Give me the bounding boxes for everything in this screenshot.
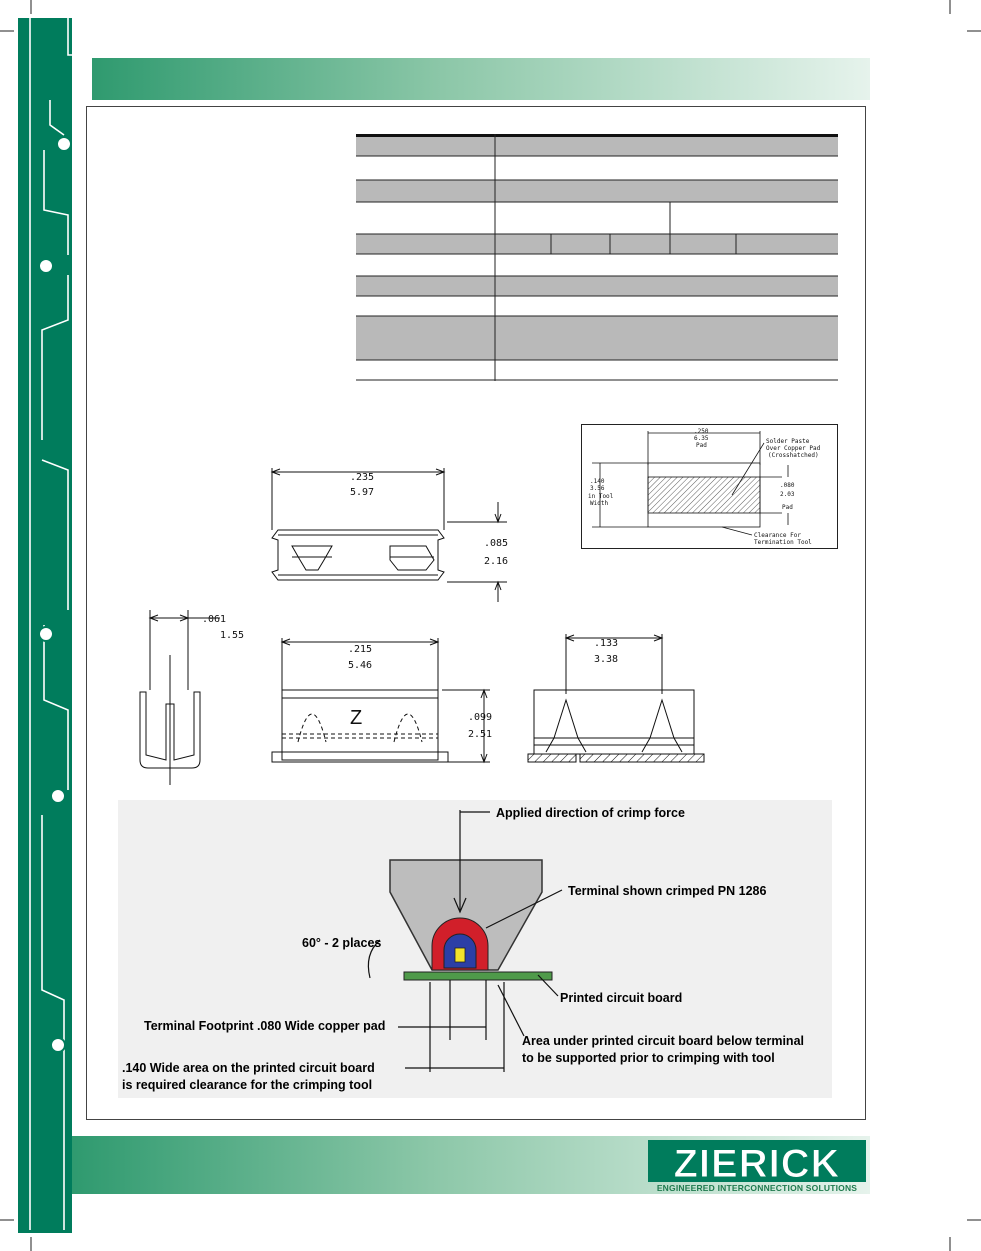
fp-tool-mm: 3.56 — [590, 485, 605, 492]
top-view-drawing — [262, 460, 542, 610]
side-length-mm: 5.46 — [348, 660, 373, 671]
top-height-mm: 2.16 — [484, 556, 509, 567]
callout-terminal: Terminal shown crimped PN 1286 — [568, 884, 767, 898]
fp-pad-w-mm: 2.03 — [780, 491, 795, 498]
footprint-drawing — [582, 425, 837, 548]
fp-pad-w-in: .080 — [780, 482, 795, 489]
callout-pcb: Printed circuit board — [560, 991, 683, 1005]
side-mark: Z — [350, 707, 363, 729]
callout-area1: Area under printed circuit board below terminal — [522, 1034, 804, 1048]
fp-note-paste3: (Crosshatched) — [768, 452, 819, 459]
callout-footprint: Terminal Footprint .080 Wide copper pad — [144, 1019, 386, 1033]
end-width-in: .061 — [202, 614, 227, 625]
fp-pad-len-in: .250 — [694, 428, 709, 435]
callout-clear1: .140 Wide area on the printed circuit board — [122, 1061, 375, 1075]
pcb-spacing-in: .133 — [594, 638, 619, 649]
callout-clear2: is required clearance for the crimping tool — [122, 1078, 373, 1092]
fp-tool-label2: Width — [590, 500, 609, 507]
fp-pad-len-mm: 6.35 — [694, 435, 709, 442]
spec-table-grid — [356, 134, 838, 381]
logo-tagline: ENGINEERED INTERCONNECTION SOLUTIONS — [656, 1183, 858, 1193]
top-width-mm: 5.97 — [350, 487, 375, 498]
crimp-illustration — [118, 800, 832, 1098]
top-width-in: .235 — [350, 472, 375, 483]
circuit-nodes — [39, 137, 71, 1052]
end-view-drawing — [130, 600, 260, 790]
pcb-view-drawing — [524, 628, 709, 770]
side-height-mm: 2.51 — [468, 729, 493, 740]
callout-area2: to be supported prior to crimping with tool — [522, 1051, 775, 1065]
top-height-in: .085 — [484, 538, 509, 549]
callout-force: Applied direction of crimp force — [496, 806, 685, 820]
fp-note-clear2: Termination Tool — [754, 539, 812, 546]
side-height-in: .099 — [468, 712, 493, 723]
fp-note-paste1: Solder Paste — [766, 438, 810, 445]
end-width-mm: 1.55 — [220, 630, 245, 641]
pcb-spacing-mm: 3.38 — [594, 654, 619, 665]
logo-name: ZIERICK — [673, 1142, 841, 1186]
spec-table — [356, 134, 838, 381]
header-band — [92, 58, 870, 100]
fp-tool-label1: in Tool — [588, 493, 614, 500]
side-length-in: .215 — [348, 644, 373, 655]
fp-tool-in: .140 — [590, 478, 605, 485]
fp-note-clear1: Clearance For — [754, 532, 801, 539]
fp-pad-len-label: Pad — [696, 442, 707, 449]
callout-angle: 60° - 2 places — [302, 936, 382, 950]
fp-pad-w-label: Pad — [782, 504, 793, 511]
footprint-panel — [581, 424, 838, 549]
fp-note-paste2: Over Copper Pad — [766, 445, 821, 452]
side-view-drawing — [262, 630, 522, 770]
